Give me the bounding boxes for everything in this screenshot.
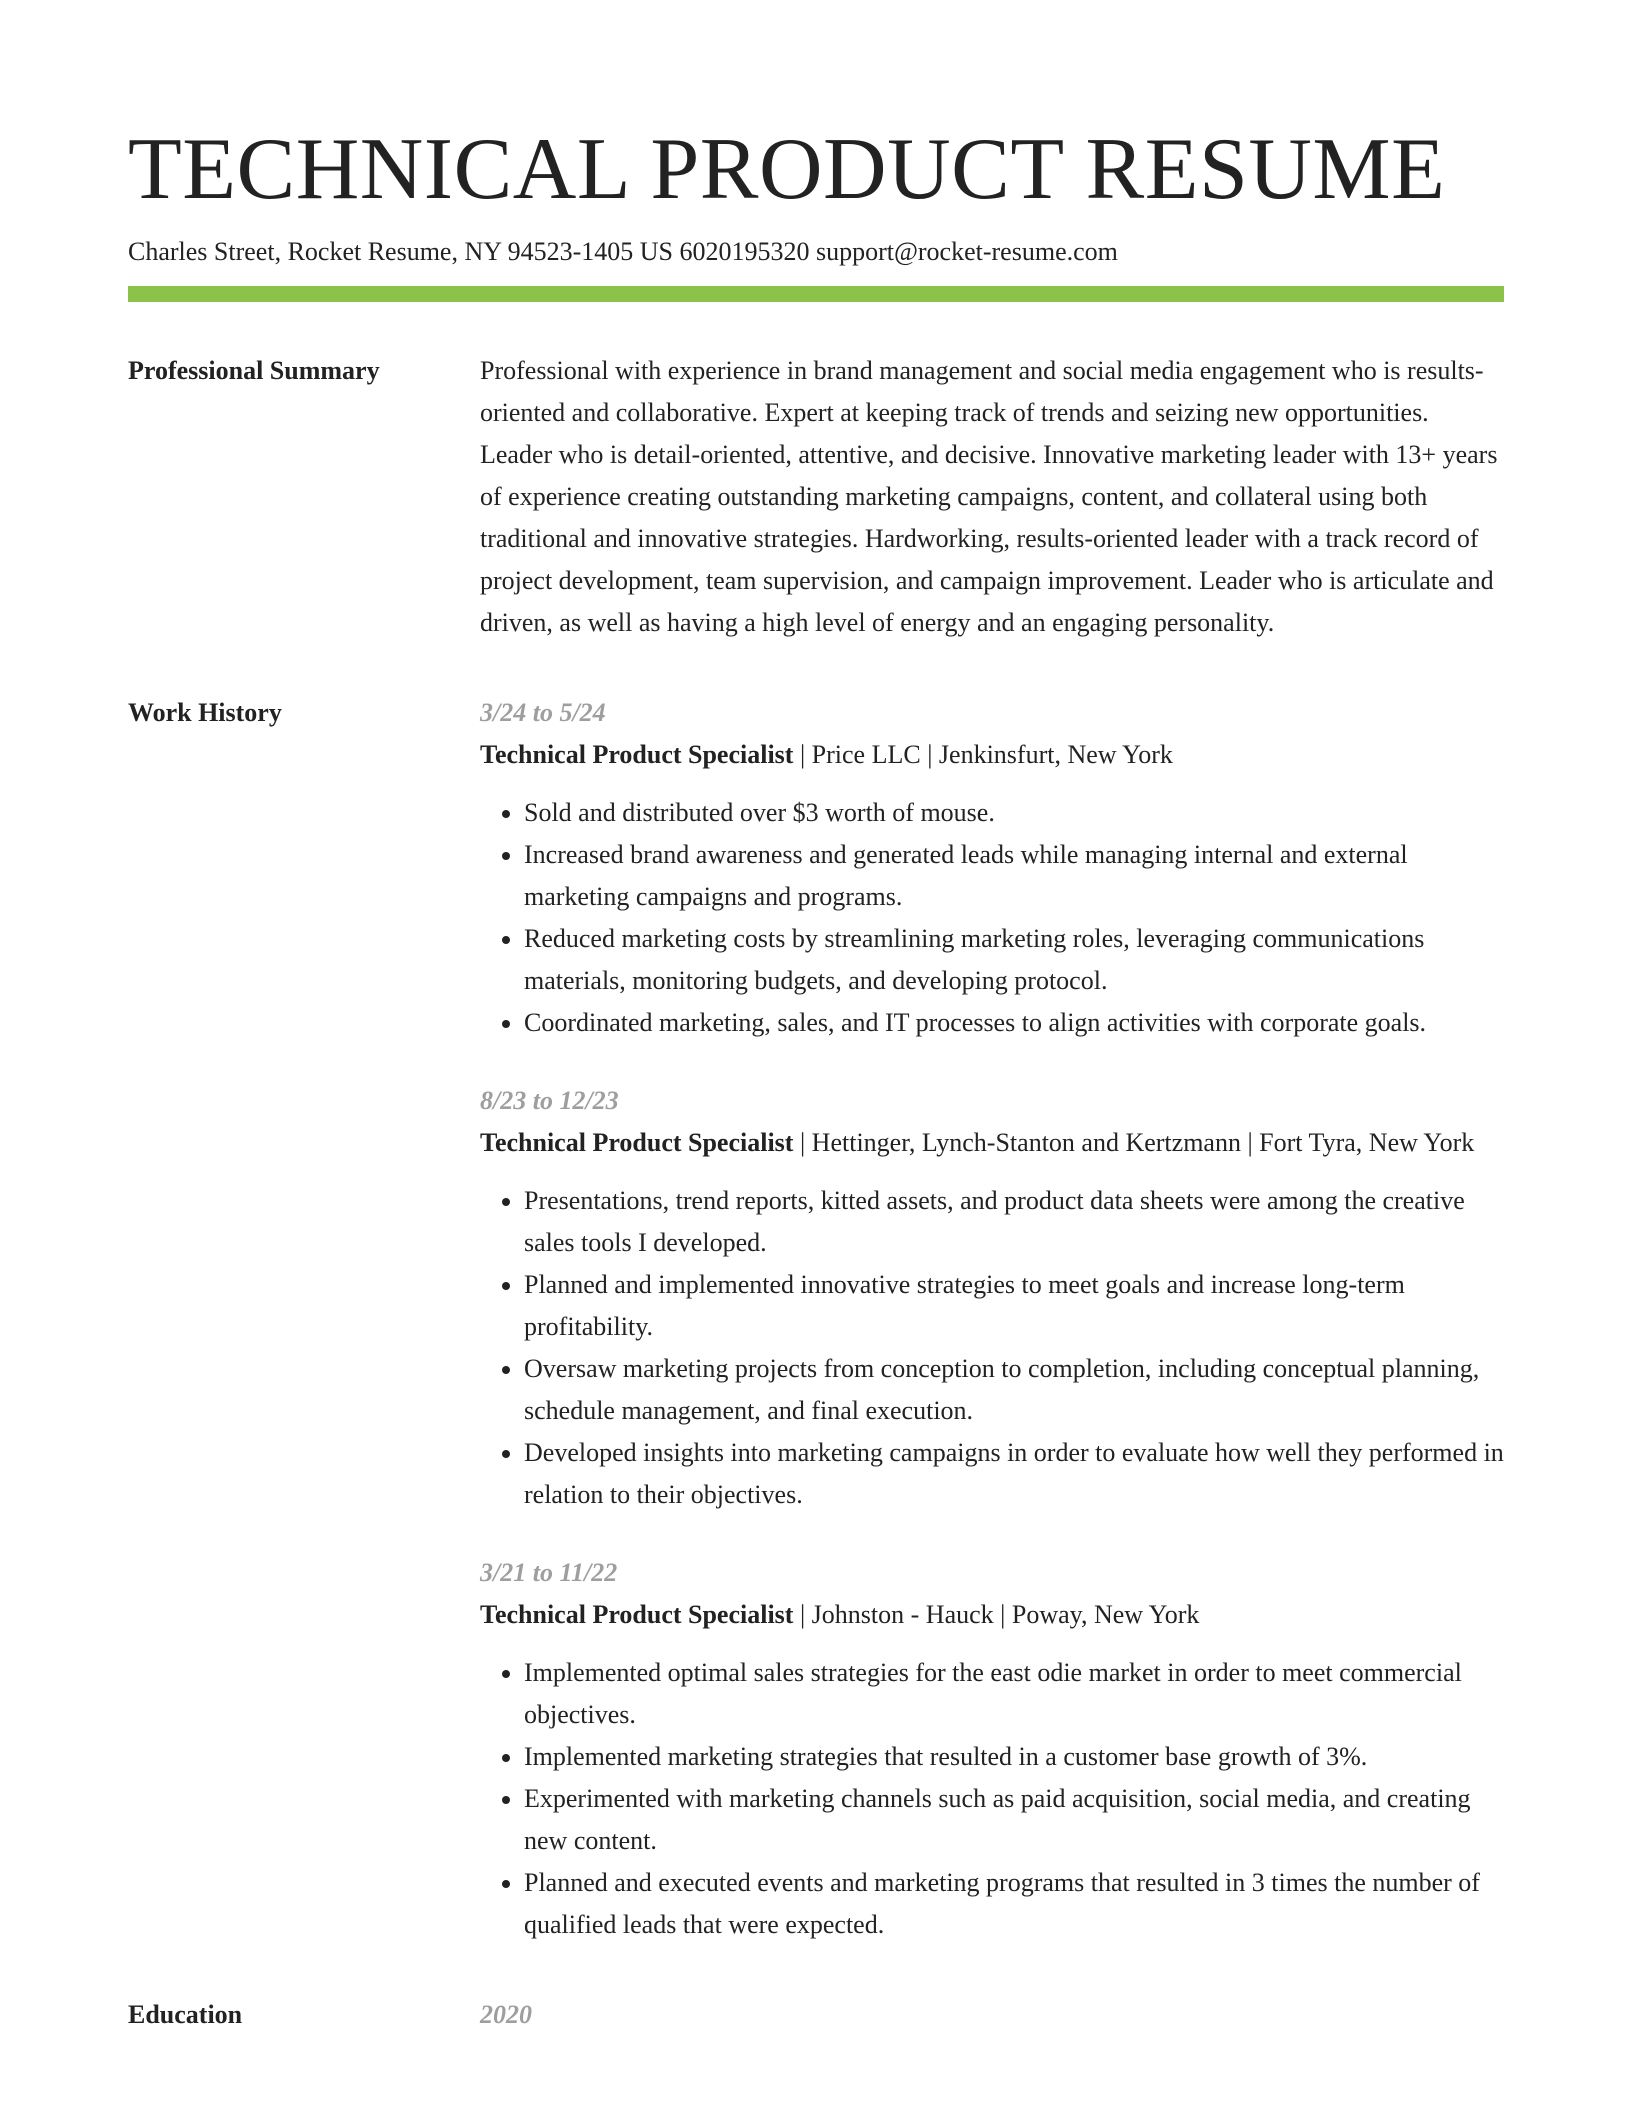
list-item: • Increased brand awareness and generated leads while managing internal and external marketing campaigns and programs. [524,834,1504,918]
summary-body [480,350,1504,644]
job-entry [480,692,1504,1044]
education-date: 2020 [480,2000,532,2029]
work-history-label: Work History [128,698,282,727]
resume-title: TECHNICAL PRODUCT RESUME [128,121,1446,218]
header-divider [128,286,1504,302]
job-details: | Hettinger, Lynch-Stanton and Kertzmann | Fort Tyra, New York [793,1128,1475,1157]
resume-page [128,120,1504,2036]
list-item: • Coordinated marketing, sales, and IT processes to align activities with corporate goals. [524,1002,1504,1044]
job-entry [480,1552,1504,1946]
education-section [128,1994,1504,2036]
job-details: | Johnston - Hauck | Poway, New York [793,1600,1200,1629]
education-label: Education [128,2000,243,2029]
contact-line: Charles Street, Rocket Resume, NY 94523-1405 US 6020195320 support@rocket-resume.com [128,237,1118,266]
job-heading [480,1122,1504,1164]
list-item: • Sold and distributed over $3 worth of mouse. [524,792,1504,834]
work-history-section [128,692,1504,1946]
list-item: • Planned and executed events and marketing programs that resulted in 3 times the number of qualified leads that were expected. [524,1862,1504,1946]
list-item: • Implemented marketing strategies that resulted in a customer base growth of 3%. [524,1736,1504,1778]
job-bullets [480,792,1504,1044]
job-dates: 8/23 to 12/23 [480,1086,619,1115]
list-item: • Implemented optimal sales strategies for the east odie market in order to meet commercial objectives. [524,1652,1504,1736]
list-item: • Reduced marketing costs by streamlining marketing roles, leveraging communications materials, monitoring budgets, and developing protocol. [524,918,1504,1002]
summary-text: Professional with experience in brand management and social media engagement who is results-oriented and collaborative. Expert at keeping track of trends and seizing new opportunities. Leader who is detail-oriented, attentive, and decisive. Innovative marketing leader with 13+ years of experience creating outstanding marketing campaigns, content, and collateral using both traditional and innovative strategies. Hardworking, results-oriented leader with a track record of project development, team supervision, and campaign improvement. Leader who is articulate and driven, as well as having a high level of energy and an engaging personality. [480,356,1498,637]
job-title: Technical Product Specialist [480,740,794,769]
education-body [480,1994,1504,2036]
summary-label: Professional Summary [128,356,380,385]
job-details: | Price LLC | Jenkinsfurt, New York [793,740,1173,769]
list-item: • Presentations, trend reports, kitted assets, and product data sheets were among the creative sales tools I developed. [524,1180,1504,1264]
job-entry [480,1080,1504,1516]
job-bullets [480,1652,1504,1946]
job-heading [480,1594,1504,1636]
job-title: Technical Product Specialist [480,1600,794,1629]
job-title: Technical Product Specialist [480,1128,794,1157]
list-item: • Experimented with marketing channels such as paid acquisition, social media, and creating new content. [524,1778,1504,1862]
job-bullets [480,1180,1504,1516]
job-heading [480,734,1504,776]
list-item: • Developed insights into marketing campaigns in order to evaluate how well they performed in relation to their objectives. [524,1432,1504,1516]
job-dates: 3/24 to 5/24 [480,698,606,727]
list-item: • Planned and implemented innovative strategies to meet goals and increase long-term profitability. [524,1264,1504,1348]
job-dates: 3/21 to 11/22 [480,1558,618,1587]
summary-section [128,350,1504,644]
work-history-body [480,692,1504,1946]
list-item: • Oversaw marketing projects from conception to completion, including conceptual planning, schedule management, and final execution. [524,1348,1504,1432]
